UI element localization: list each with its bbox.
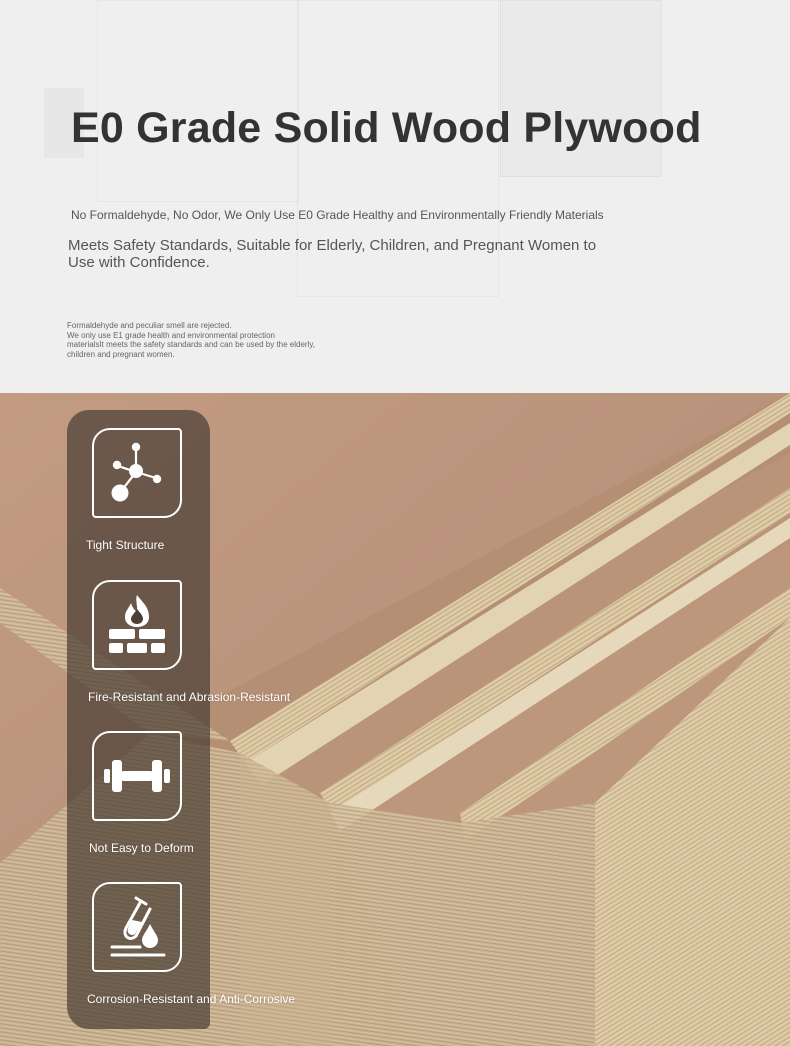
header-section [0, 0, 790, 393]
page-title: E0 Grade Solid Wood Plywood [71, 104, 702, 152]
background-decoration [97, 0, 299, 202]
chemical-flask-drop-icon [106, 894, 168, 960]
english-description-line: materialsIt meets the safety standards and can be used by the elderly, [67, 340, 315, 350]
english-description-line: children and pregnant women. [67, 349, 175, 359]
tagline: Meets Safety Standards, Suitable for Elderly, Children, and Pregnant Women to Use with Confidence. [68, 237, 597, 271]
plywood-showcase [0, 393, 790, 1046]
feature-label: Corrosion-Resistant and Anti-Corrosive [87, 992, 296, 1006]
dumbbell-icon [104, 758, 170, 794]
feature-icon-frame [92, 731, 182, 821]
english-description [67, 321, 367, 359]
features-panel [67, 410, 296, 1029]
feature-label: Tight Structure [86, 538, 165, 552]
feature-icon-frame [92, 428, 182, 518]
feature-icon-frame [92, 882, 182, 972]
fire-brick-icon [105, 593, 169, 657]
feature-label: Not Easy to Deform [89, 841, 194, 855]
english-description-line: We only use E1 grade health and environmental protection [67, 330, 275, 340]
molecule-structure-icon [106, 440, 168, 506]
english-description-line: Formaldehyde and peculiar smell are rejected. [67, 321, 232, 330]
feature-icon-frame [92, 580, 182, 670]
feature-label: Fire-Resistant and Abrasion-Resistant [88, 690, 291, 704]
subtitle: No Formaldehyde, No Odor, We Only Use E0 Grade Healthy and Environmentally Friendly Materials [71, 208, 604, 222]
